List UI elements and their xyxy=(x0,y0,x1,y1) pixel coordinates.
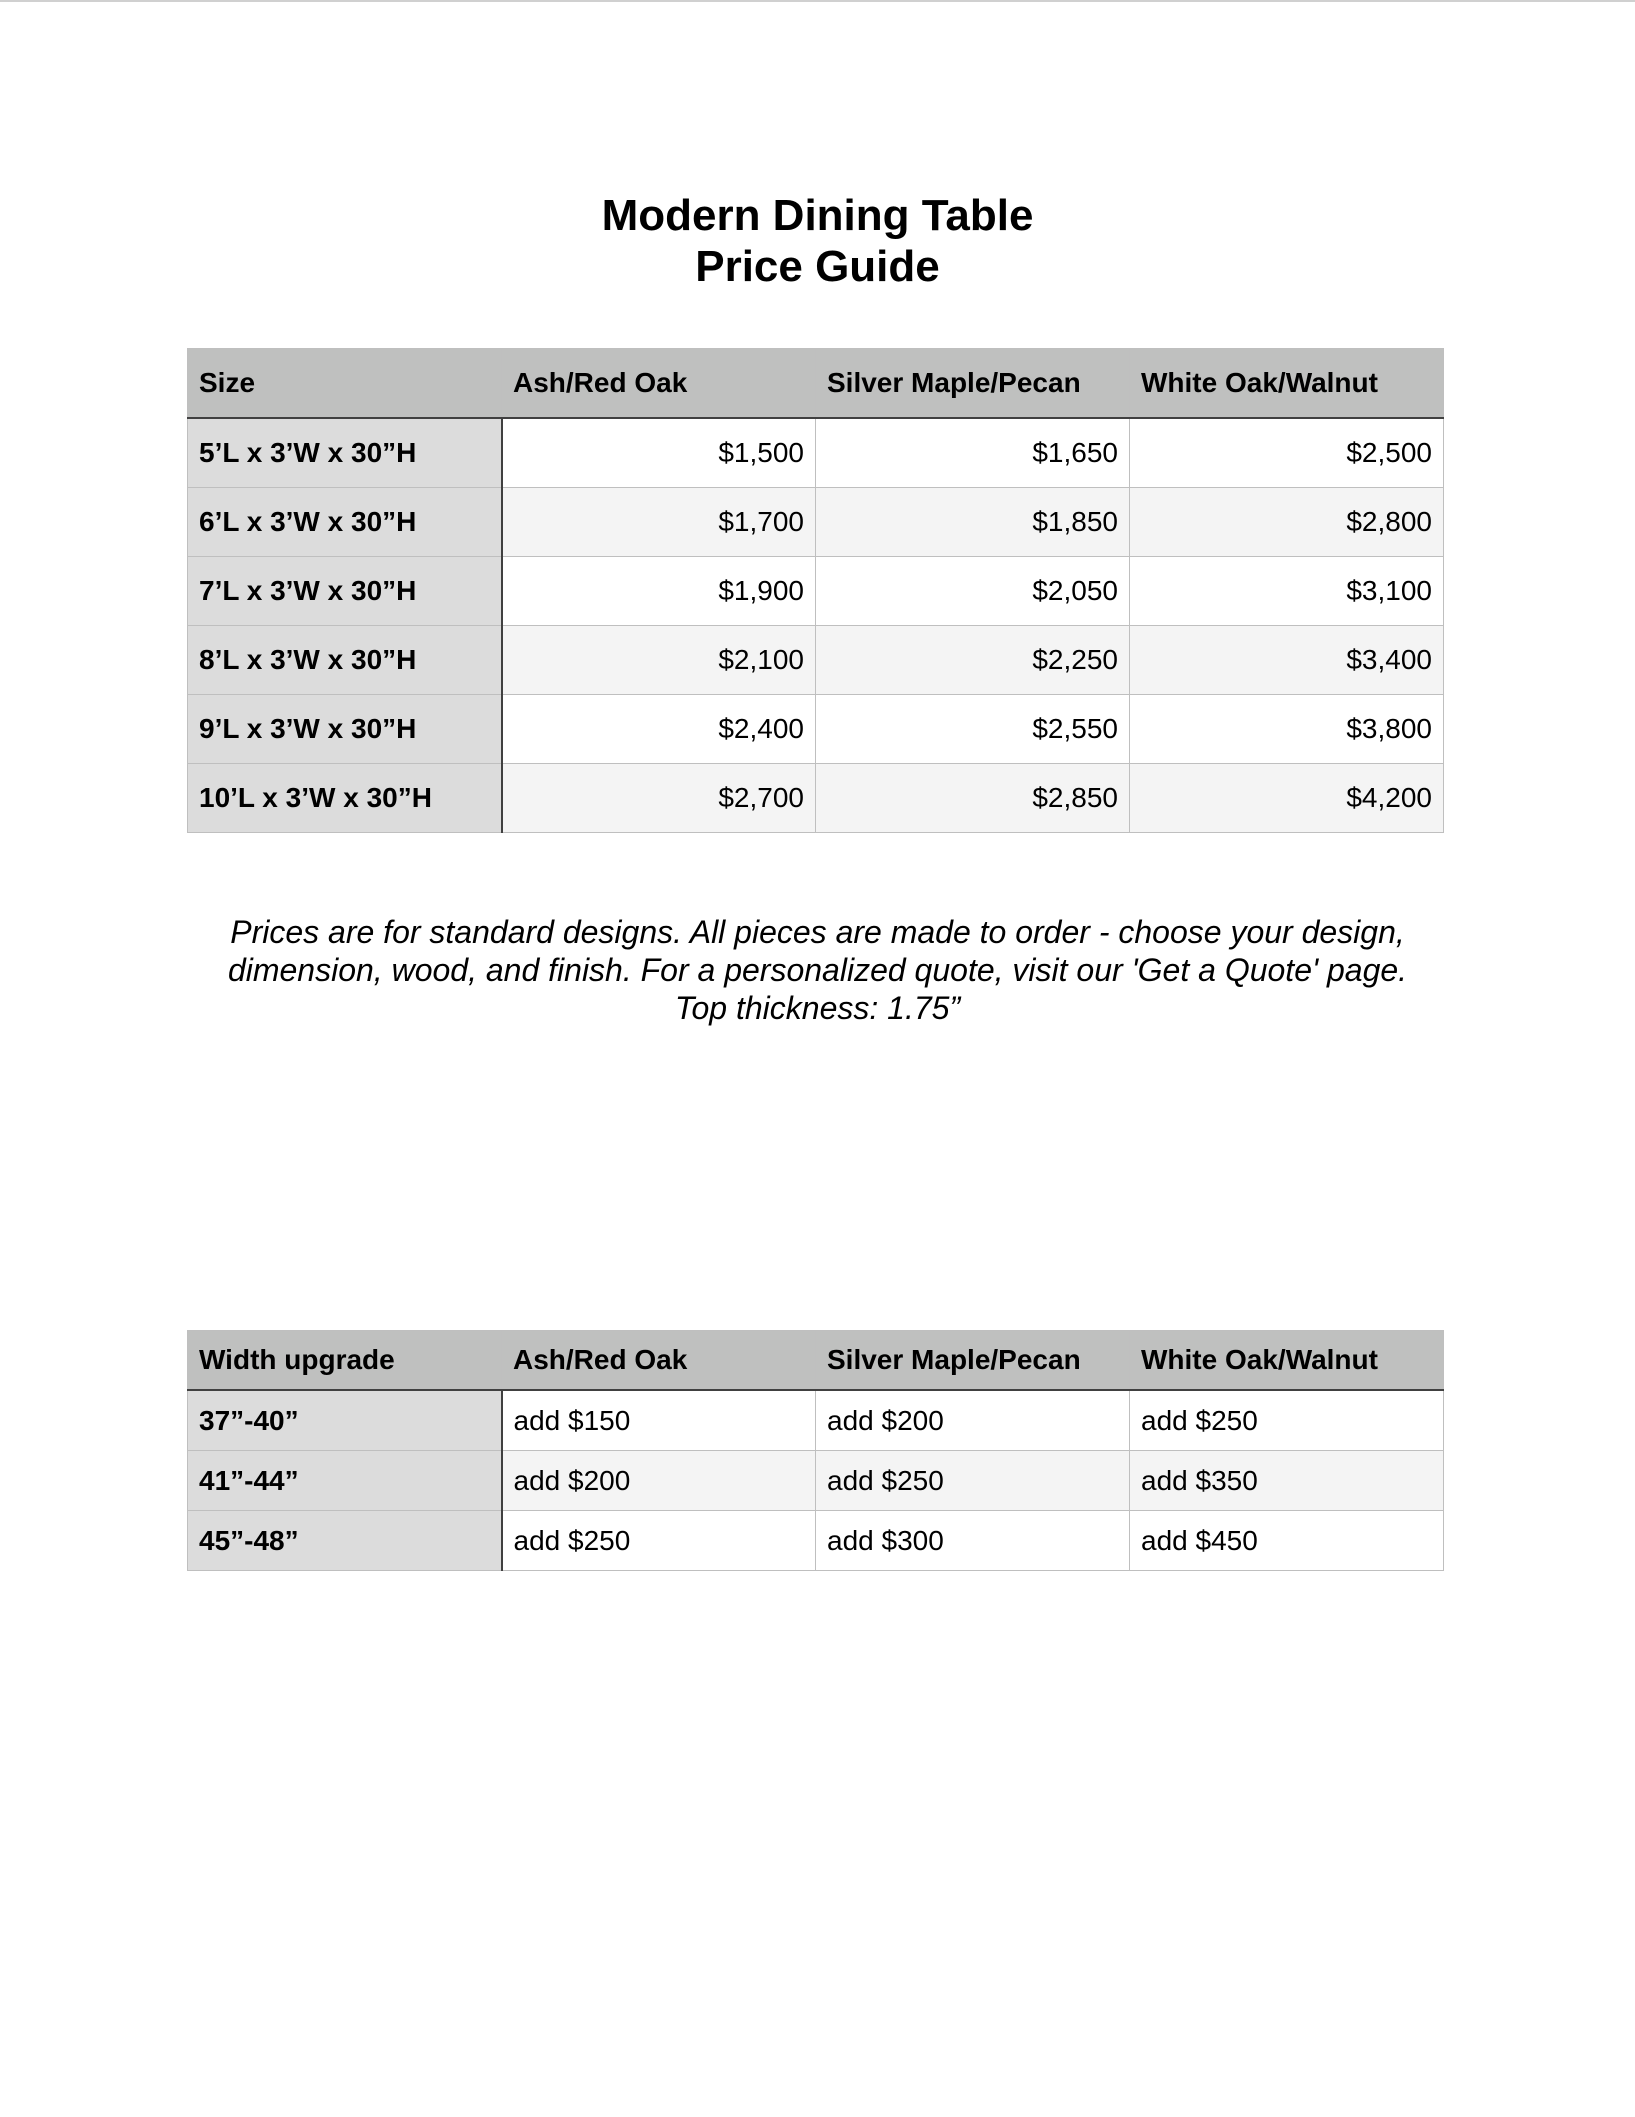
price-cell-white-oak-walnut: $3,800 xyxy=(1130,695,1444,764)
table-row xyxy=(188,418,1444,488)
price-cell-ash-red-oak: $2,700 xyxy=(502,764,816,833)
price-cell-ash-red-oak: $1,900 xyxy=(502,557,816,626)
upgrade-table-header-row xyxy=(188,1331,1444,1391)
price-cell-white-oak-walnut: $3,400 xyxy=(1130,626,1444,695)
price-cell-silver-maple-pecan: $2,250 xyxy=(816,626,1130,695)
table-row xyxy=(188,1390,1444,1451)
table-row xyxy=(188,488,1444,557)
column-header-white-oak-walnut: White Oak/Walnut xyxy=(1130,349,1444,419)
column-header-ash-red-oak: Ash/Red Oak xyxy=(502,1331,816,1391)
pricing-note-line-3: Top thickness: 1.75” xyxy=(674,990,961,1026)
price-cell-ash-red-oak: $1,700 xyxy=(502,488,816,557)
price-cell-white-oak-walnut: $2,500 xyxy=(1130,418,1444,488)
price-cell-white-oak-walnut: $4,200 xyxy=(1130,764,1444,833)
upgrade-cell-ash-red-oak: add $200 xyxy=(502,1451,816,1511)
column-header-size: Size xyxy=(188,349,502,419)
row-label-width: 41”-44” xyxy=(188,1451,502,1511)
page-top-rule xyxy=(0,0,1635,2)
page-title-line-1: Modern Dining Table xyxy=(601,191,1034,240)
upgrade-cell-white-oak-walnut: add $250 xyxy=(1130,1390,1444,1451)
row-label-size: 7’L x 3’W x 30”H xyxy=(188,557,502,626)
table-row xyxy=(188,557,1444,626)
table-row xyxy=(188,695,1444,764)
price-table-header-row xyxy=(188,349,1444,419)
table-row xyxy=(188,626,1444,695)
price-cell-ash-red-oak: $1,500 xyxy=(502,418,816,488)
table-row xyxy=(188,1451,1444,1511)
column-header-white-oak-walnut: White Oak/Walnut xyxy=(1130,1331,1444,1391)
pricing-note-line-1: Prices are for standard designs. All pieces are made to order - choose your design, xyxy=(230,914,1405,950)
page-title xyxy=(0,190,1635,292)
column-header-silver-maple-pecan: Silver Maple/Pecan xyxy=(816,1331,1130,1391)
pricing-note-line-2: dimension, wood, and finish. For a personalized quote, visit our 'Get a Quote' page. xyxy=(227,952,1408,988)
pricing-note xyxy=(0,913,1635,1027)
width-upgrade-table xyxy=(187,1330,1444,1571)
table-row xyxy=(188,764,1444,833)
page-title-line-2: Price Guide xyxy=(695,242,940,291)
upgrade-cell-ash-red-oak: add $250 xyxy=(502,1511,816,1571)
price-cell-white-oak-walnut: $3,100 xyxy=(1130,557,1444,626)
upgrade-cell-silver-maple-pecan: add $250 xyxy=(816,1451,1130,1511)
price-cell-silver-maple-pecan: $2,550 xyxy=(816,695,1130,764)
upgrade-cell-ash-red-oak: add $150 xyxy=(502,1390,816,1451)
upgrade-cell-white-oak-walnut: add $450 xyxy=(1130,1511,1444,1571)
upgrade-cell-silver-maple-pecan: add $200 xyxy=(816,1390,1130,1451)
price-cell-ash-red-oak: $2,400 xyxy=(502,695,816,764)
upgrade-cell-white-oak-walnut: add $350 xyxy=(1130,1451,1444,1511)
row-label-width: 45”-48” xyxy=(188,1511,502,1571)
row-label-size: 10’L x 3’W x 30”H xyxy=(188,764,502,833)
column-header-width-upgrade: Width upgrade xyxy=(188,1331,502,1391)
table-row xyxy=(188,1511,1444,1571)
row-label-width: 37”-40” xyxy=(188,1390,502,1451)
price-cell-silver-maple-pecan: $2,850 xyxy=(816,764,1130,833)
price-table xyxy=(187,348,1444,833)
price-cell-ash-red-oak: $2,100 xyxy=(502,626,816,695)
column-header-silver-maple-pecan: Silver Maple/Pecan xyxy=(816,349,1130,419)
price-cell-silver-maple-pecan: $1,650 xyxy=(816,418,1130,488)
row-label-size: 8’L x 3’W x 30”H xyxy=(188,626,502,695)
row-label-size: 6’L x 3’W x 30”H xyxy=(188,488,502,557)
row-label-size: 9’L x 3’W x 30”H xyxy=(188,695,502,764)
price-cell-silver-maple-pecan: $1,850 xyxy=(816,488,1130,557)
row-label-size: 5’L x 3’W x 30”H xyxy=(188,418,502,488)
upgrade-cell-silver-maple-pecan: add $300 xyxy=(816,1511,1130,1571)
price-cell-silver-maple-pecan: $2,050 xyxy=(816,557,1130,626)
price-cell-white-oak-walnut: $2,800 xyxy=(1130,488,1444,557)
column-header-ash-red-oak: Ash/Red Oak xyxy=(502,349,816,419)
